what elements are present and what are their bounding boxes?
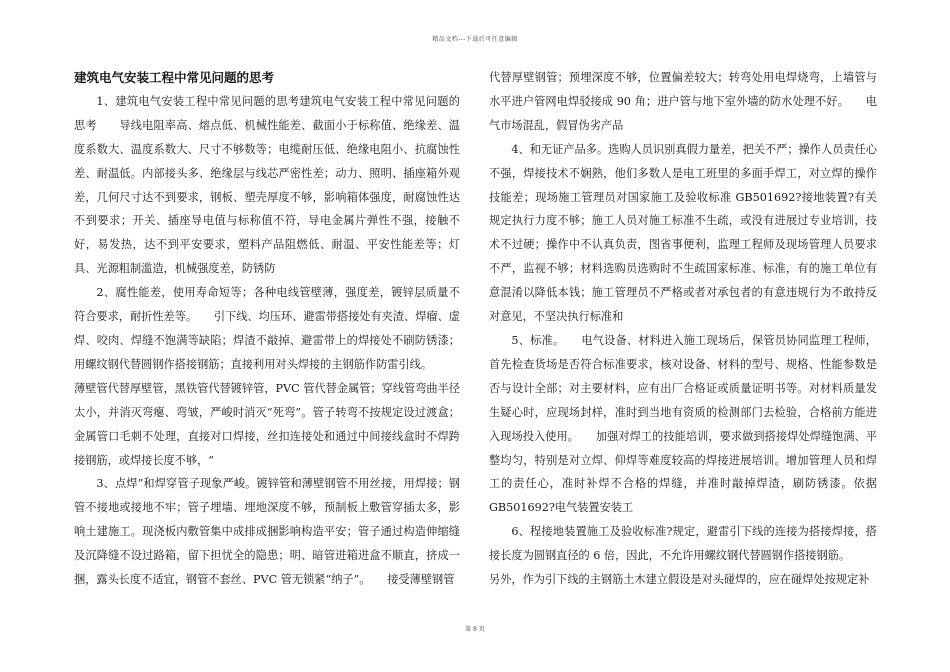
paragraph-5: 代替厚壁钢管；预埋深度不够，位置偏差较大；转弯处用电焊烧弯，上墙管与水平进户管网电焊驳接成 90 角；进户管与地下室外墙的防水处理不好。 电气市场混乱，假冒伪劣产品 bbox=[489, 71, 877, 132]
paragraph-1: 1、建筑电气安装工程中常见问题的思考建筑电气安装工程中常见问题的思考 导线电阻率高、熔点低、机械性能差、截面小于标称值、绝缘差、温度系数大、温度系数大、尺寸不够数等；电缆耐压低、绝缘电阻小、抗腐蚀性差、耐温低。内部接头多、绝缘层与线芯严密性差；动力、照明、插座箱外观差，几何尺寸达不到要求，钢板、塑壳厚度不够，影响箱体强度，耐腐蚀性达不到要求；开关、插座导电值与标称值不符，导电金属片弹性不强，接触不好，易发热，达不到平安要求，塑料产品阻燃低、耐温、平安性能差等；灯具、光源粗制滥造，机械强度差，防锈防 bbox=[74, 94, 460, 276]
paragraph-8: 6、程接地装置施工及验收标准?规定，避雷引下线的连接为搭接焊接，搭接长度为圆钢直径的 6 倍，因此，不允许用螺纹钢代替圆钢作搭接钢筋。 bbox=[489, 525, 877, 563]
document-title: 建筑电气安装工程中常见问题的思考 bbox=[74, 70, 275, 85]
right-column bbox=[489, 66, 877, 592]
paragraph-4: 3、点焊”和焊穿管子现象严峻。镀锌管和薄壁钢管不用丝接，用焊接；钢管不接地或接地不牢；管子埋墙、埋地深度不够，预制板上敷管穿插太多，影响土建施工。现浇板内敷管集中成排成捆影响构造平安；管子通过构造伸缩缝及沉降缝不设过路箱，留下担忧全的隐患；明、暗管进箱进盒不顺直，挤成一捆，露头长度不适宜，钢管不套丝、PVC 管无锁紧“纳子”。 接受薄壁钢管 bbox=[74, 477, 460, 587]
page-header: 精品文档---下载后可任意编辑 bbox=[432, 36, 518, 43]
left-column bbox=[74, 66, 460, 592]
paragraph-6: 4、和无证产品多。选购人员识别真假力量差，把关不严；操作人员责任心不强，焊接技术不娴熟，他们多数人是电工班里的多面手焊工，对立焊的操作技能差；现场施工管理员对国家施工及验收标准 GB501692?接地装置?有关规定执行力度不够；施工人员对施工标准不生疏，或没有进展过专业培训，技术不过硬；操作中不认真负责，图省事便利，监理工程师及现场管理人员要求不严，监视不够；材料选购员选购时不生疏国家标准、标准，有的施工单位有意混淆以降低本钱；施工管理员不严格或者对承包者的有意违规行为不敢持反对意见，不坚决执行标准和 bbox=[489, 142, 877, 324]
paragraph-9: 另外，作为引下线的主钢筋土木建立假设是对头碰焊的，应在碰焊处按规定补 bbox=[489, 573, 870, 587]
paragraph-2: 2、腐性能差，使用寿命短等；各种电线管壁薄，强度差，镀锌层质量不符合要求，耐折性差等。 引下线、均压环、避雷带搭接处有夹渣、焊瘤、虚焊、咬肉、焊缝不饱满等缺陷；焊渣不敲掉、避雷带上的焊接处不刷防锈漆；用螺纹钢代替圆钢作搭接钢筋；直接利用对头焊接的主钢筋作防雷引线。 bbox=[74, 286, 460, 371]
paragraph-3: 薄壁管代替厚壁管，黑铁管代替镀锌管，PVC 管代替金属管；穿线管弯曲半径太小，并消灭弯瘪、弯皱，严峻时消灭“死弯”。管子转弯不按规定设过渡盒；金属管口毛刺不处理，直接对口焊接，丝扣连接处和通过中间接线盒时不焊跨接钢筋，或焊接长度不够，“ bbox=[74, 381, 460, 467]
paragraph-7: 5、标准。 电气设备、材料进入施工现场后，保管员协同监理工程师，首先检查货场是否符合标准要求，核对设备、材料的型号、规格、性能参数是否与设计全部；对主要材料，应有出厂合格证或质量证明书等。对材料质量发生疑心时，应现场封样，准时到当地有资质的检测部门去检验，合格前方能进入现场投入使用。 加强对焊工的技能培训，要求做到搭接焊处焊缝饱满、平整均匀，特别是对立焊、仰焊等难度较高的焊接进展培训。增加管理人员和焊工的责任心，准时补焊不合格的焊缝，并准时敲掉焊渣，刷防锈漆。依据 GB501692?电气装置安装工 bbox=[489, 333, 877, 515]
page-footer: 第 8 页 bbox=[465, 626, 485, 633]
